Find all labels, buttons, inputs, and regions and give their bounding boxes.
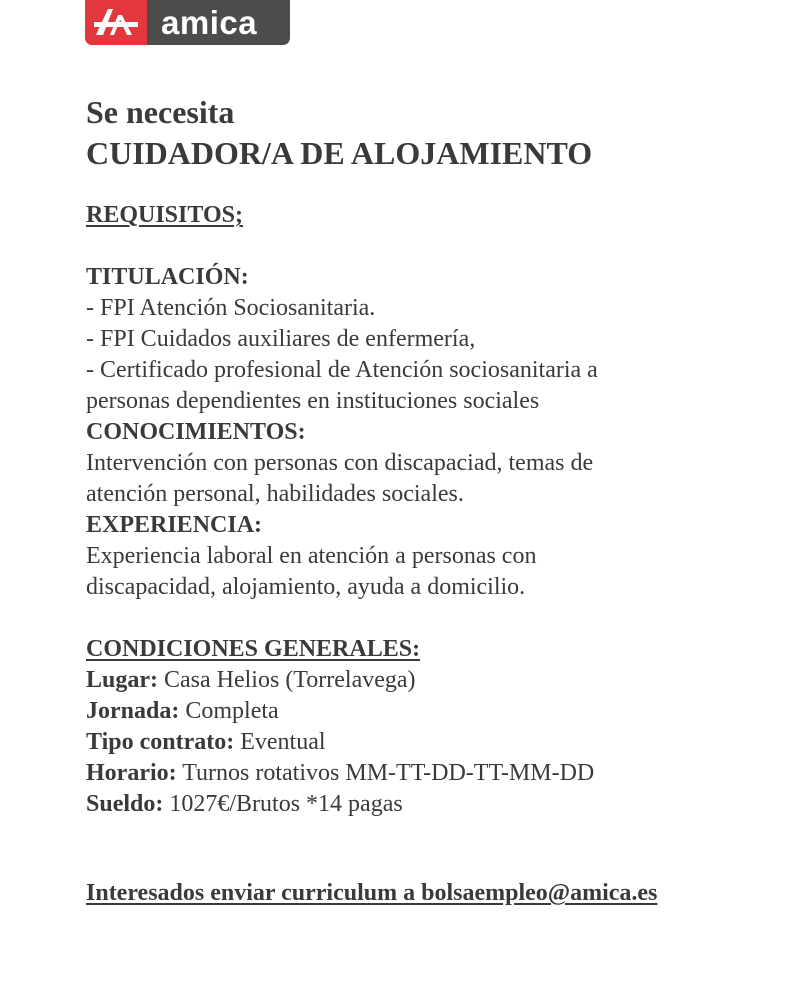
conocimientos-line: atención personal, habilidades sociales. xyxy=(86,481,464,507)
titulacion-item: - FPI Atención Sociosanitaria. xyxy=(86,295,376,321)
amica-logo xyxy=(85,0,290,45)
titulacion-item: - Certificado profesional de Atención sociosanitaria a xyxy=(86,357,598,383)
condicion-value: 1027€/Brutos *14 pagas xyxy=(169,791,403,817)
condiciones-heading: CONDICIONES GENERALES: xyxy=(86,636,421,662)
condicion-value: Casa Helios (Torrelavega) xyxy=(164,667,416,693)
condicion-jornada xyxy=(86,696,776,727)
amica-logo-text: amica xyxy=(161,4,258,41)
condicion-label: Jornada: xyxy=(86,698,180,724)
titulacion-item: - FPI Cuidados auxiliares de enfermería, xyxy=(86,326,476,352)
requisitos-heading: REQUISITOS; xyxy=(86,202,243,228)
titulacion-heading: TITULACIÓN: xyxy=(86,264,249,290)
experiencia-line: discapacidad, alojamiento, ayuda a domicilio. xyxy=(86,574,526,600)
amica-logo-mark-icon xyxy=(85,0,147,45)
conocimientos-heading: CONOCIMIENTOS: xyxy=(86,419,306,445)
job-offer-content xyxy=(86,92,776,909)
condicion-value: Eventual xyxy=(240,729,326,755)
condicion-label: Horario: xyxy=(86,760,177,786)
condicion-value: Turnos rotativos MM-TT-DD-TT-MM-DD xyxy=(182,760,595,786)
experiencia-heading: EXPERIENCIA: xyxy=(86,512,263,538)
contact-email-line: Interesados enviar curriculum a bolsaempleo@amica.es xyxy=(86,880,658,906)
amica-a-symbol-icon xyxy=(94,3,138,37)
condicion-lugar xyxy=(86,665,776,696)
amica-logo-text-box xyxy=(147,0,290,45)
experiencia-line: Experiencia laboral en atención a personas con xyxy=(86,543,537,569)
job-title: CUIDADOR/A DE ALOJAMIENTO xyxy=(86,135,593,171)
title-line-1: Se necesita xyxy=(86,94,235,130)
condicion-sueldo xyxy=(86,789,776,820)
condicion-value: Completa xyxy=(185,698,279,724)
titulacion-item: personas dependientes en instituciones sociales xyxy=(86,388,540,414)
condicion-label: Sueldo: xyxy=(86,791,164,817)
condicion-horario xyxy=(86,758,776,789)
condicion-label: Tipo contrato: xyxy=(86,729,235,755)
condicion-label: Lugar: xyxy=(86,667,158,693)
condicion-tipo-contrato xyxy=(86,727,776,758)
conocimientos-line: Intervención con personas con discapaciad, temas de xyxy=(86,450,594,476)
